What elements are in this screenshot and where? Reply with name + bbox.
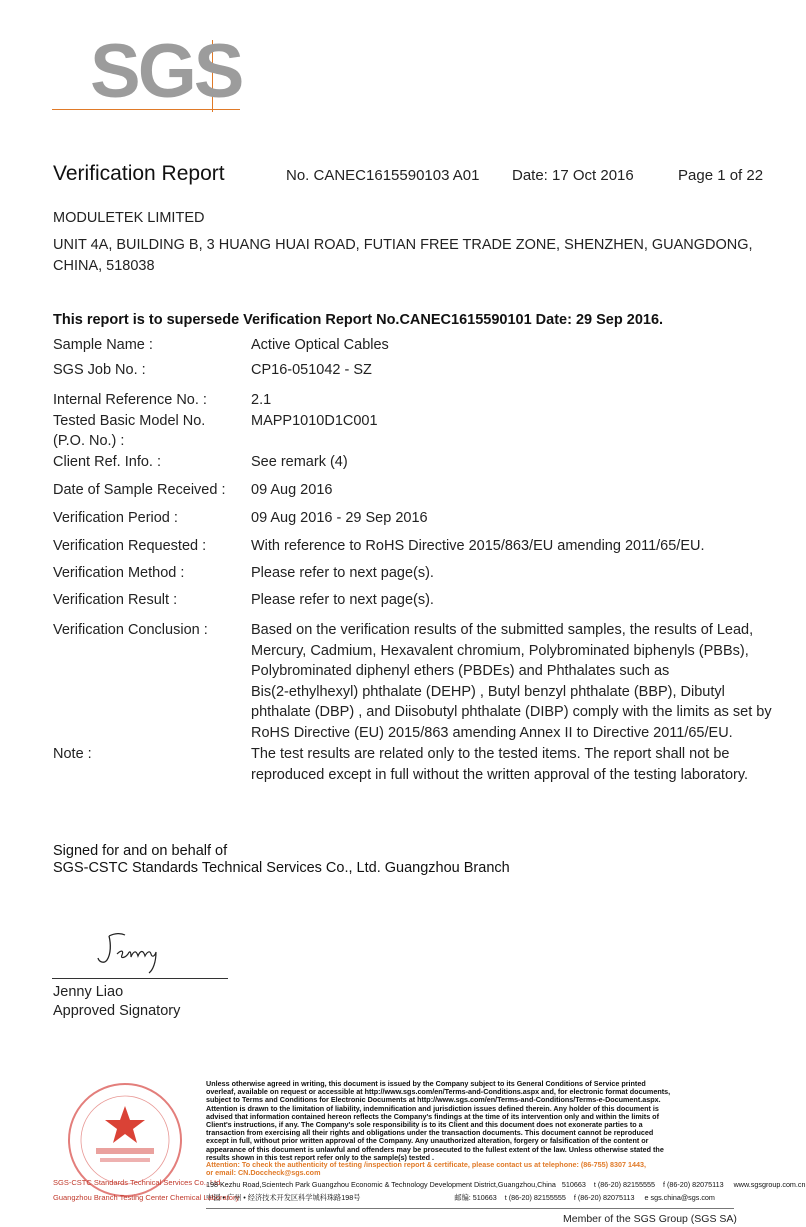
postcode-cn: 邮编: 510663	[454, 1193, 497, 1202]
terms-line: except in full, without prior written approval of the Company. Any unauthorized alteration, forgery or falsification of the content or	[206, 1136, 649, 1146]
conclusion-line: RoHS Directive (EU) 2015/863 amending Annex II to Directive 2011/65/EU.	[251, 724, 733, 741]
job-no-value: CP16-051042 - SZ	[251, 362, 372, 378]
terms-line: overleaf, available on request or accessible at http://www.sgs.com/en/Terms-and-Conditions.aspx and, for electronic format documents,	[206, 1087, 671, 1097]
website: www.sgsgroup.com.cn	[733, 1180, 806, 1189]
phone-en: t (86-20) 82155555	[593, 1180, 655, 1189]
internal-ref-label: Internal Reference No. :	[53, 392, 207, 408]
address-en: 198 Kezhu Road,Scientech Park Guangzhou Economic & Technology Development District,Guangzhou,China	[206, 1180, 556, 1189]
terms-line: results shown in this test report refer only to the sample(s) tested .	[206, 1152, 435, 1162]
conclusion-line: Based on the verification results of the submitted samples, the results of Lead,	[251, 622, 754, 638]
address-cn: 中国 • 广州 • 经济技术开发区科学城科珠路198号	[206, 1193, 361, 1202]
seal-caption-company: SGS-CSTC Standards Technical Services Co., Ltd.	[53, 1178, 223, 1187]
sample-name-label: Sample Name :	[53, 337, 153, 353]
requested-label: Verification Requested :	[53, 538, 207, 554]
fax-cn: f (86-20) 82075113	[573, 1193, 635, 1202]
sgs-logo	[52, 29, 242, 114]
terms-line: subject to Terms and Conditions for Electronic Documents at http://www.sgs.com/en/Terms-and-Conditions/Terms-e-Document.aspx.	[206, 1095, 661, 1105]
signatory-role: Approved Signatory	[53, 1003, 181, 1019]
client-address-line2: CHINA, 518038	[53, 258, 155, 274]
period-value: 09 Aug 2016 - 29 Sep 2016	[251, 510, 428, 526]
postcode-en: 510663	[561, 1180, 586, 1189]
fax-en: f (86-20) 82075113	[663, 1180, 724, 1189]
terms-line: transaction from exercising all their rights and obligations under the transaction documents. This document cannot be reproduced	[206, 1128, 654, 1138]
sgs-group-membership: Member of the SGS Group (SGS SA)	[563, 1213, 737, 1225]
conclusion-line: Bis(2-ethylhexyl) phthalate (DEHP) , Butyl benzyl phthalate (BBP), Dibutyl	[251, 683, 725, 700]
note-line: The test results are related only to the tested items. The report shall not be	[251, 746, 730, 762]
terms-line: advised that information contained hereon reflects the Company's findings at the time of its intervention only and within the limits of	[206, 1111, 659, 1121]
signed-on-behalf: Signed for and on behalf of	[53, 843, 228, 859]
footer-rule	[206, 1208, 734, 1209]
terms-line: Client's instructions, if any. The Company's sole responsibility is to its Client and this document does not exonerate parties to a	[206, 1120, 643, 1130]
seal-caption-lab: Guangzhou Branch Testing Center Chemical Laboratory	[53, 1193, 240, 1202]
conclusion-line: Polybrominated diphenyl ethers (PBDEs) and Phthalates such as	[251, 663, 670, 680]
tested-model-label-line2: (P.O. No.) :	[53, 433, 125, 449]
authenticity-attention	[206, 1161, 734, 1177]
method-value: Please refer to next page(s).	[251, 565, 434, 581]
internal-ref-value: 2.1	[251, 392, 272, 408]
logo-text: SGS	[90, 29, 242, 114]
handwritten-signature	[95, 928, 175, 976]
note-text	[251, 744, 781, 785]
note-label: Note :	[53, 746, 92, 762]
attention-line: Attention: To check the authenticity of testing /inspection report & certificate, please contact us at telephone: (86-755) 8307 1443,	[206, 1160, 647, 1169]
period-label: Verification Period :	[53, 510, 178, 526]
supersede-note: This report is to supersede Verification Report No.CANEC1615590101 Date: 29 Sep 2016.	[53, 312, 664, 328]
conclusion-text	[251, 620, 781, 744]
address-row-en	[206, 1180, 806, 1189]
client-address-line1: UNIT 4A, BUILDING B, 3 HUANG HUAI ROAD, FUTIAN FREE TRADE ZONE, SHENZHEN, GUANGDONG,	[53, 237, 753, 253]
method-label: Verification Method :	[53, 565, 185, 581]
terms-and-conditions	[206, 1080, 734, 1162]
page-indicator: Page 1 of 22	[678, 167, 764, 184]
result-value: Please refer to next page(s).	[251, 592, 434, 608]
client-name: MODULETEK LIMITED	[53, 210, 205, 226]
terms-line: Attention is drawn to the limitation of liability, indemnification and jurisdiction issues defined therein. Any holder of this document is	[206, 1103, 659, 1113]
attention-line: or email: CN.Doccheck@sgs.com	[206, 1168, 321, 1178]
client-ref-value: See remark (4)	[251, 454, 348, 470]
terms-line: Unless otherwise agreed in writing, this document is issued by the Company subject to its General Conditions of Service printed	[206, 1079, 646, 1088]
report-date: Date: 17 Oct 2016	[512, 167, 634, 184]
requested-value: With reference to RoHS Directive 2015/863/EU amending 2011/65/EU.	[251, 538, 705, 554]
conclusion-label: Verification Conclusion :	[53, 622, 208, 638]
report-number: No. CANEC1615590103 A01	[286, 167, 480, 184]
date-received-label: Date of Sample Received :	[53, 482, 226, 498]
address-row-cn	[206, 1193, 715, 1203]
report-title: Verification Report	[53, 162, 225, 185]
date-received-value: 09 Aug 2016	[251, 482, 333, 498]
note-line: reproduced except in full without the written approval of the testing laboratory.	[251, 766, 749, 783]
result-label: Verification Result :	[53, 592, 178, 608]
conclusion-line: Mercury, Cadmium, Hexavalent chromium, Polybrominated biphenyls (PBBs),	[251, 642, 749, 659]
job-no-label: SGS Job No. :	[53, 362, 146, 378]
signing-company: SGS-CSTC Standards Technical Services Co., Ltd. Guangzhou Branch	[53, 860, 510, 876]
signature-line	[52, 978, 228, 979]
email: e sgs.china@sgs.com	[644, 1193, 715, 1202]
conclusion-line: phthalate (DBP) , and Diisobutyl phthalate (DIBP) comply with the limits as set by	[251, 704, 772, 721]
sample-name-value: Active Optical Cables	[251, 337, 389, 353]
phone-cn: t (86-20) 82155555	[504, 1193, 566, 1202]
tested-model-label-line1: Tested Basic Model No.	[53, 413, 206, 429]
terms-line: appearance of this document is unlawful and offenders may be prosecuted to the fullest extent of the law. Unless otherwise stated the	[206, 1144, 664, 1154]
tested-model-value: MAPP1010D1C001	[251, 413, 378, 429]
company-seal-stamp	[62, 1080, 188, 1180]
signatory-name: Jenny Liao	[53, 984, 124, 1000]
client-ref-label: Client Ref. Info. :	[53, 454, 161, 470]
